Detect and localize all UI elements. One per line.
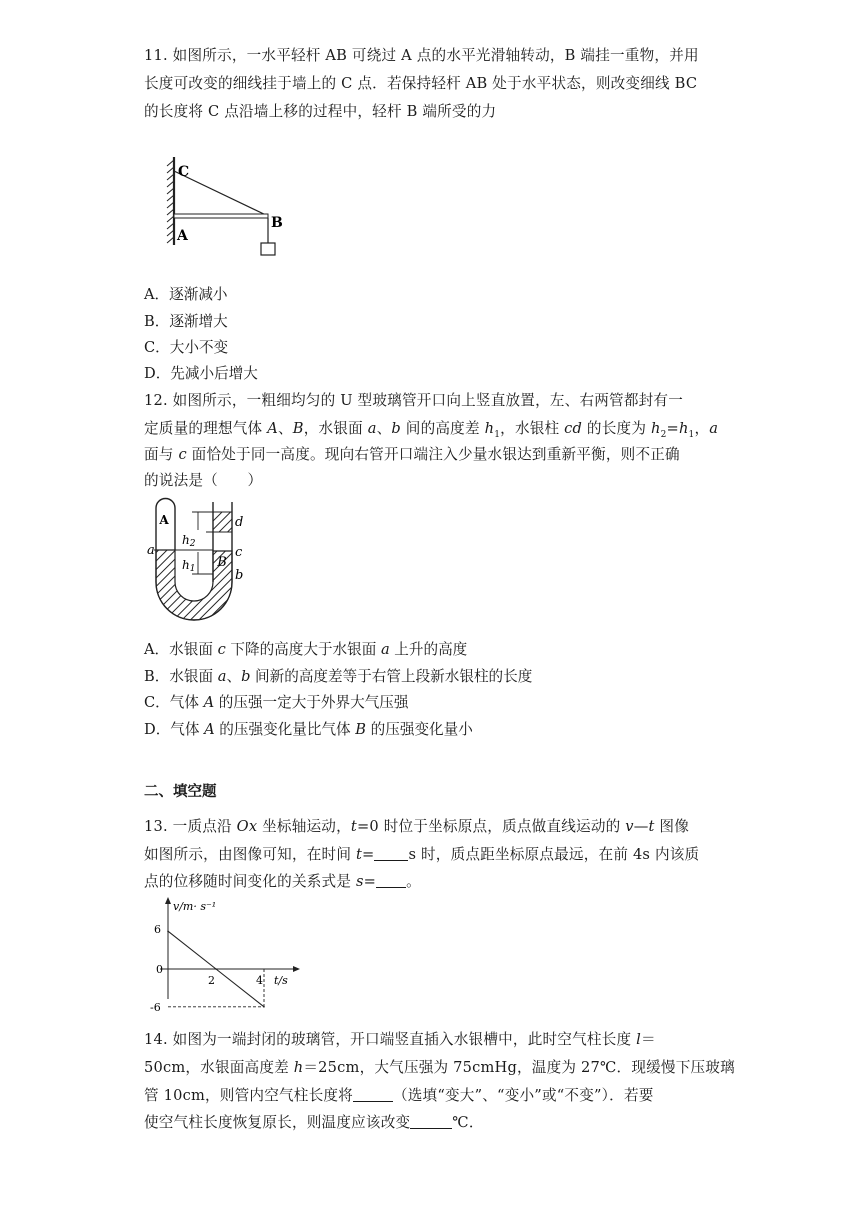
q14-blank-2[interactable] <box>410 1114 452 1129</box>
q12-label-a: a <box>147 543 155 558</box>
q14-line-3: 管 10cm，则管内空气柱长度将 （选填“变大”、“变小”或“不变”）．若要 <box>144 1087 654 1104</box>
q13-y-tick-0: 0 <box>156 963 163 976</box>
q13-blank-2[interactable] <box>376 873 406 888</box>
q13-y-axis-label: v/m· s⁻¹ <box>173 900 217 913</box>
q12-label-h1: h1 <box>182 558 196 574</box>
q11-label-a: A <box>177 228 188 244</box>
q12-line-2: 定质量的理想气体 A、B，水银面 a、b 间的高度差 $h_1$，水银柱 cd 的长度为 $h_2=h_1$，a <box>144 420 719 440</box>
q12-line-3: 面与 c 面恰处于同一高度。现向右管开口端注入少量水银达到重新平衡，则不正确 <box>144 446 680 463</box>
q12-label-d: d <box>235 515 244 530</box>
q13-y-tick-neg6: -6 <box>150 1001 161 1014</box>
q13-x-tick-4: 4 <box>256 974 263 987</box>
q11-option-a: A．逐渐减小 <box>144 286 228 303</box>
q12-option-b: B．水银面 a、b 间新的高度差等于右管上段新水银柱的长度 <box>144 668 533 685</box>
q11-option-d: D．先减小后增大 <box>144 365 258 382</box>
section-title: 二、填空题 <box>144 784 217 800</box>
q12-u-tube-figure <box>146 494 246 624</box>
q13-line-1: 13. 一质点沿 Ox 坐标轴运动，t=0 时位于坐标原点，质点做直线运动的 v—t 图像 <box>144 818 690 835</box>
q12-line-4: 的说法是（ ） <box>144 472 263 489</box>
q14-line-1: 14. 如图为一端封闭的玻璃管，开口端竖直插入水银槽中，此时空气柱长度 l＝ <box>144 1031 656 1048</box>
q12-label-gas-b: B <box>217 555 227 570</box>
q12-option-d: D．气体 A 的压强变化量比气体 B 的压强变化量小 <box>144 721 473 738</box>
q13-x-axis-label: t/s <box>274 974 288 987</box>
q12-option-c: C．气体 A 的压强一定大于外界大气压强 <box>144 694 409 711</box>
q11-line-1: 11. 如图所示，一水平轻杆 AB 可绕过 A 点的水平光滑轴转动，B 端挂一重物，并用 <box>144 47 699 64</box>
q11-option-c: C．大小不变 <box>144 339 229 356</box>
q13-x-tick-2: 2 <box>208 974 215 987</box>
q12-line-1: 12. 如图所示，一粗细均匀的 U 型玻璃管开口向上竖直放置，左、右两管都封有一 <box>144 392 684 409</box>
q14-line-2: 50cm，水银面高度差 h＝25cm，大气压强为 75cmHg，温度为 27℃．现缓慢下压玻璃 <box>144 1059 735 1076</box>
q11-wall-rod-figure <box>160 154 300 260</box>
q13-vt-graph <box>150 895 310 1014</box>
q14-line-4: 使空气柱长度恢复原长，则温度应该改变 ℃． <box>144 1114 484 1131</box>
q12-label-gas-a: A <box>159 513 169 527</box>
q13-data-point <box>215 968 217 970</box>
q12-label-h2: h2 <box>182 533 196 549</box>
q13-y-tick-6: 6 <box>154 923 161 936</box>
q13-data-point <box>167 930 169 932</box>
q13-line-3: 点的位移随时间变化的关系式是 s= 。 <box>144 873 421 890</box>
q13-data-point <box>263 1006 265 1008</box>
q14-blank-1[interactable] <box>353 1087 393 1102</box>
q12-option-a: A．水银面 c 下降的高度大于水银面 a 上升的高度 <box>144 641 468 658</box>
q12-label-c: c <box>235 545 243 560</box>
q13-blank-1[interactable] <box>374 846 408 861</box>
q11-line-2: 长度可改变的细线挂于墙上的 C 点．若保持轻杆 AB 处于水平状态，则改变细线 BC <box>144 75 698 92</box>
q11-option-b: B．逐渐增大 <box>144 313 228 330</box>
q11-label-b: B <box>271 215 283 231</box>
q13-line-2: 如图所示，由图像可知，在时间 t= s 时，质点距坐标原点最远，在前 4s 内该质 <box>144 846 700 863</box>
q11-label-c: C <box>178 164 190 180</box>
q11-line-3: 的长度将 C 点沿墙上移的过程中，轻杆 B 端所受的力 <box>144 103 497 120</box>
q12-label-b: b <box>235 568 244 583</box>
